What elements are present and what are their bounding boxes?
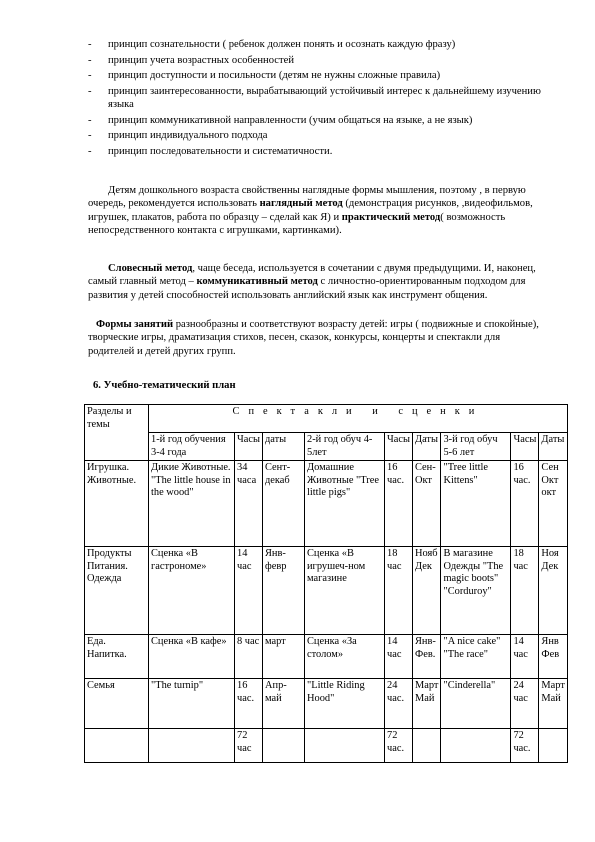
dates-cell: Сен-Окт xyxy=(413,461,441,547)
hours-cell: 14 час xyxy=(385,635,413,679)
bullet-marker: - xyxy=(88,70,92,82)
hours-cell: 16 час. xyxy=(235,679,263,729)
bullet-marker: - xyxy=(88,130,92,142)
list-item-text: принцип заинтересованности, вырабатывающий устойчивый интерес к дальнейшему изучению языка xyxy=(108,85,541,110)
list-item-text: принцип сознательности ( ребенок должен понять и осознать каждую фразу) xyxy=(108,39,456,50)
title-cell: "A nice cake" "The race" xyxy=(441,635,511,679)
title-cell: Сценка «В кафе» xyxy=(149,635,235,679)
topic-cell: Игрушка. Животные. xyxy=(85,461,149,547)
title-cell: "Tree little Kittens" xyxy=(441,461,511,547)
paragraph-text: разнообразны и соответствуют возрасту детей: игры ( подвижные и спокойные), творческие игры, драматизация стихов, песен, сказок, конкурсы, концерты и спектакли для родителей и детей других групп. xyxy=(88,319,539,357)
title-cell: Домашние Животные "Tree little pigs" xyxy=(305,461,385,547)
list-item xyxy=(88,114,558,127)
hours-cell: 18 час xyxy=(385,547,413,635)
hours-header: Часы xyxy=(385,433,413,461)
hours-header: Часы xyxy=(235,433,263,461)
list-item xyxy=(88,145,558,158)
list-item-text: принцип доступности и посильности (детям не нужны сложные правила) xyxy=(108,70,441,82)
bold-term: практический метод xyxy=(341,211,441,223)
principles-list xyxy=(88,38,558,160)
list-item-text: принцип учета возрастных особенностей xyxy=(108,54,294,66)
totals-row xyxy=(85,729,568,763)
bold-term: наглядный метод xyxy=(259,198,343,210)
hours-cell: 34 часа xyxy=(235,461,263,547)
hours-cell: 16 час. xyxy=(511,461,539,547)
total-hours-cell: 72 час xyxy=(235,729,263,763)
title-cell: В магазине Одежды "The magic boots" "Corduroy" xyxy=(441,547,511,635)
hours-cell: 24 час xyxy=(511,679,539,729)
table-header-row xyxy=(85,405,568,433)
total-hours-cell: 72 час. xyxy=(511,729,539,763)
hours-cell: 14 час xyxy=(511,635,539,679)
dates-cell: март xyxy=(263,635,305,679)
empty-cell xyxy=(149,729,235,763)
hours-cell: 16 час. xyxy=(385,461,413,547)
dates-cell: Янв-Фев. xyxy=(413,635,441,679)
bold-term: Словесный метод xyxy=(108,263,193,274)
bullet-marker: - xyxy=(88,54,92,66)
empty-cell xyxy=(441,729,511,763)
table-row xyxy=(85,461,568,547)
hours-cell: 24 час. xyxy=(385,679,413,729)
bullet-marker: - xyxy=(88,39,92,50)
title-cell: "Cinderella" xyxy=(441,679,511,729)
topic-cell: Еда. Напитка. xyxy=(85,635,149,679)
paragraph-text: , чаще беседа, используется в сочетании с двумя предыдущими. И, наконец, самый главный метод – xyxy=(88,263,536,288)
hours-cell: 14 час xyxy=(235,547,263,635)
title-cell: "The turnip" xyxy=(149,679,235,729)
section-heading: 6. Учебно-тематический план xyxy=(93,380,236,391)
dates-cell: Нояб Дек xyxy=(413,547,441,635)
dates-header: даты xyxy=(263,433,305,461)
dates-cell: Ноя Дек xyxy=(539,547,567,635)
dates-cell: Март Май xyxy=(539,679,567,729)
dates-cell: Апр-май xyxy=(263,679,305,729)
empty-cell xyxy=(85,729,149,763)
paragraph-text: с личностно-ориентированным подходом для развития у детей способностей использовать английский язык как инструмент общения. xyxy=(88,276,526,301)
list-item xyxy=(88,38,558,51)
group-label: 2-й год обуч 4-5лет xyxy=(305,433,385,461)
dates-cell: Сент-декаб xyxy=(263,461,305,547)
list-item xyxy=(88,129,558,142)
dates-header: Даты xyxy=(539,433,567,461)
dates-cell: Янв-февр xyxy=(263,547,305,635)
group-label: 3-й год обуч 5-6 лет xyxy=(441,433,511,461)
paragraph-text: ( возможность непосредственного контакта с игрушками, картинками). xyxy=(88,211,506,237)
table-subheader-row xyxy=(85,433,568,461)
title-cell: Дикие Животные. "The little house in the wood" xyxy=(149,461,235,547)
lesson-forms-paragraph xyxy=(88,318,548,358)
dates-cell: Сен Окт окт xyxy=(539,461,567,547)
topic-cell: Продукты Питания. Одежда xyxy=(85,547,149,635)
list-item-text: принцип последовательности и систематичности. xyxy=(108,145,333,157)
bullet-marker: - xyxy=(88,145,92,157)
table-row xyxy=(85,679,568,729)
title-cell: Сценка «В игрушеч-ном магазине xyxy=(305,547,385,635)
dates-cell: Янв Фев xyxy=(539,635,567,679)
bold-term: Формы занятий xyxy=(96,319,174,330)
group-label: 1-й год обучения 3-4 года xyxy=(149,433,235,461)
list-item xyxy=(88,54,558,67)
bullet-marker: - xyxy=(88,114,92,126)
hours-header: Часы xyxy=(511,433,539,461)
table-row xyxy=(85,635,568,679)
list-item xyxy=(88,85,558,111)
topic-cell: Семья xyxy=(85,679,149,729)
hours-cell: 18 час xyxy=(511,547,539,635)
verbal-methods-paragraph xyxy=(88,262,548,302)
title-cell: Сценка «В гастрономе» xyxy=(149,547,235,635)
empty-cell xyxy=(263,729,305,763)
dates-header: Даты xyxy=(413,433,441,461)
bold-term: коммуникативный метод xyxy=(196,276,318,288)
paragraph-text: Детям дошкольного возраста свойственны наглядные формы мышления, поэтому , в первую очередь, рекомендуется использовать xyxy=(88,185,526,210)
list-item xyxy=(88,69,558,82)
corner-header: Разделы и темы xyxy=(85,405,149,461)
curriculum-table xyxy=(84,404,568,763)
empty-cell xyxy=(413,729,441,763)
title-cell: "Little Riding Hood" xyxy=(305,679,385,729)
visual-methods-paragraph xyxy=(88,184,548,238)
hours-cell: 8 час xyxy=(235,635,263,679)
list-item-text: принцип индивидуального подхода xyxy=(108,130,268,142)
dates-cell: Март Май xyxy=(413,679,441,729)
bullet-marker: - xyxy=(88,85,92,97)
empty-cell xyxy=(539,729,567,763)
paragraph-text: (демонстрация рисунков, ,видеофильмов, игрушек, плакатов, работа по образцу – сделай как Я) и xyxy=(88,198,533,223)
list-item-text: принцип коммуникативной направленности (учим общаться на языке, а не язык) xyxy=(108,114,473,126)
table-row xyxy=(85,547,568,635)
empty-cell xyxy=(305,729,385,763)
title-cell: Сценка «За столом» xyxy=(305,635,385,679)
total-hours-cell: 72 час. xyxy=(385,729,413,763)
span-title: Спектакли и сценки xyxy=(149,405,568,433)
